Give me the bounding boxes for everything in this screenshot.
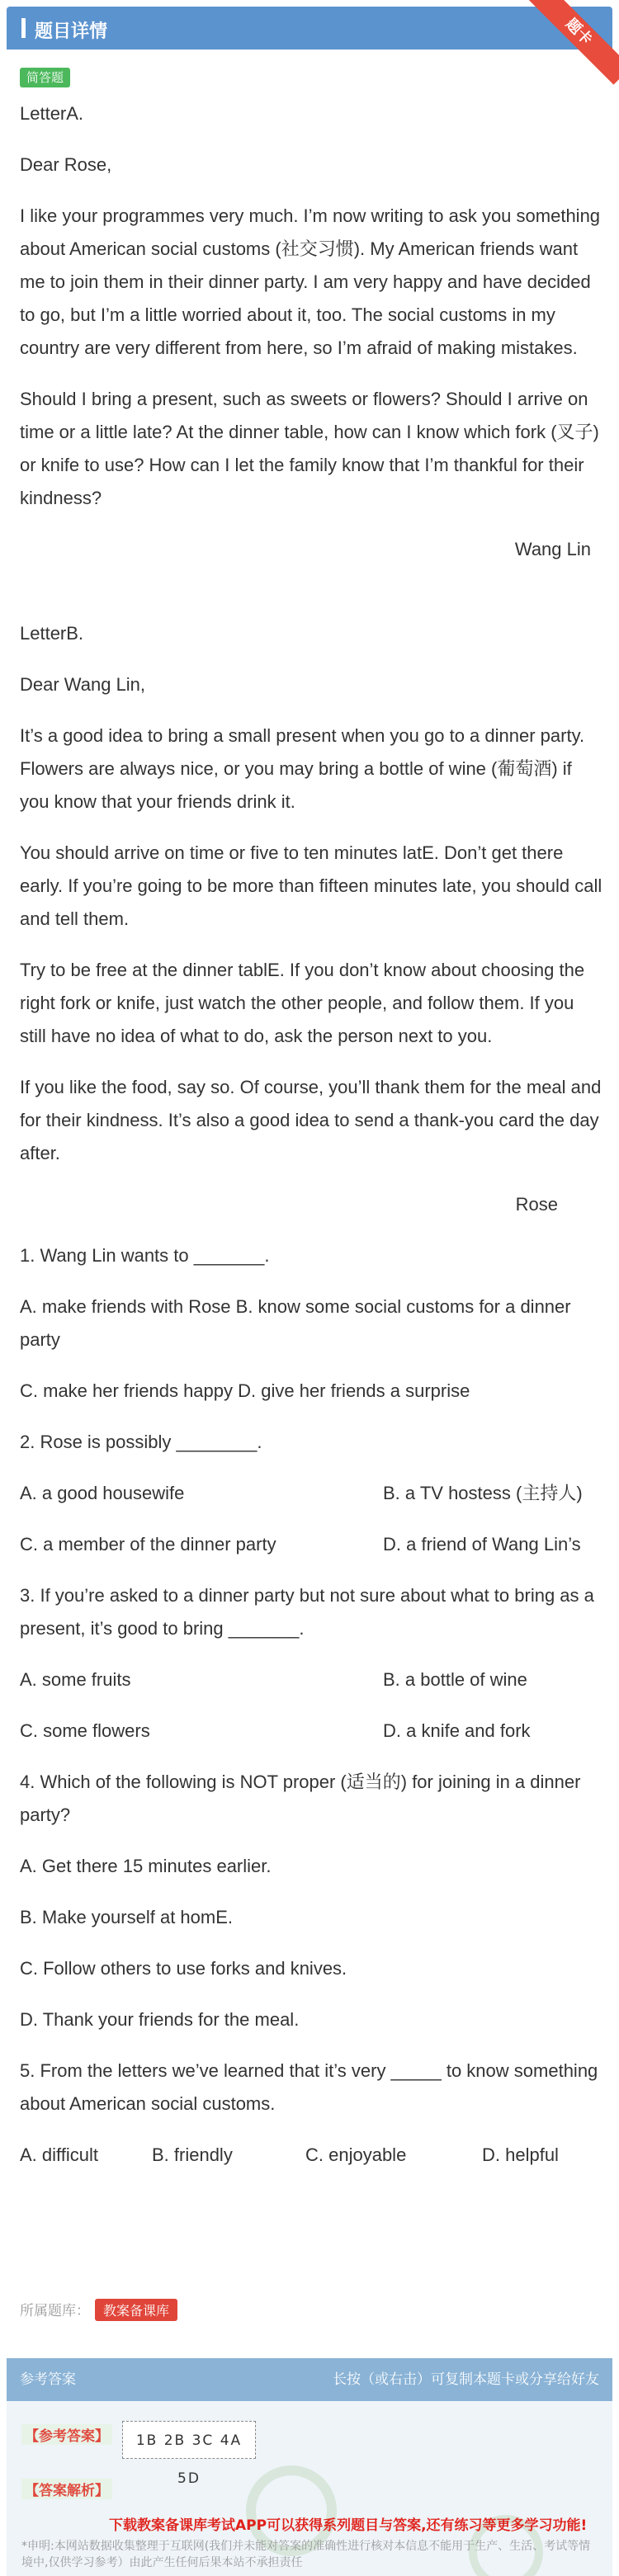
question-5-stem: 5. From the letters we’ve learned that it’s very _____ to know something about American social customs. (20, 2060, 598, 2114)
option: D. helpful (482, 2144, 559, 2165)
letter-b-paragraph: If you like the food, say so. Of course, you’ll thank them for the meal and for their kindness. It’s also a good idea to send a thank-you card the day after. (20, 1077, 602, 1163)
analysis-label: 【答案解析】 (21, 2479, 112, 2499)
option: D. a knife and fork (383, 1720, 531, 1741)
option: B. Make yourself at homE. (20, 1907, 233, 1927)
question-type-badge: 简答题 (20, 68, 70, 87)
page-title: 题目详情 (35, 21, 108, 42)
option: C. a member of the dinner party (20, 1534, 276, 1555)
question-1-options-ab: A. make friends with Rose B. know some social customs for a dinner party (20, 1296, 571, 1350)
corner-badge[interactable]: 题卡 (526, 0, 619, 85)
option: B. friendly (152, 2144, 233, 2165)
question-1-stem: 1. Wang Lin wants to _______. (20, 1245, 270, 1266)
question-2-options-cd (20, 1528, 602, 1561)
question-2-stem: 2. Rose is possibly ________. (20, 1432, 262, 1452)
letter-b-paragraph: Try to be free at the dinner tablE. If you don’t know about choosing the right fork or knife, just watch the other people, and follow them. If you still have no idea of what to do, ask the person next to you. (20, 960, 585, 1046)
option: C. Follow others to use forks and knives. (20, 1958, 347, 1979)
letter-b-heading: LetterB. (20, 623, 84, 644)
question-bank-source (20, 2299, 177, 2321)
question-2-options-ab (20, 1477, 602, 1510)
letter-b-greeting: Dear Wang Lin, (20, 674, 146, 695)
letter-b-signature: Rose (515, 1194, 558, 1215)
option: A. Get there 15 minutes earlier. (20, 1856, 272, 1876)
letter-a-signature: Wang Lin (514, 539, 591, 559)
question-3-options-ab (20, 1663, 602, 1696)
answer-panel-hint: 长按（或右击）可复制本题卡或分享给好友 (333, 2371, 599, 2388)
answer-panel-title: 参考答案 (20, 2371, 76, 2388)
source-label: 所属题库： (20, 2303, 90, 2319)
letter-a-paragraph: I like your programmes very much. I’m now writing to ask you something about American social customs (社交习惯). My American friends want me to join them in their dinner party. I am very happy and have decided to go, but I’m a little worried about it, too. The social customs in my country are very different from here, so I’m afraid of making mistakes. (20, 205, 601, 358)
question-3-stem: 3. If you’re asked to a dinner party but not sure about what to bring as a present, it’s good to bring _______. (20, 1585, 594, 1639)
option: B. a TV hostess (主持人) (383, 1483, 583, 1503)
question-content (20, 97, 602, 2190)
option: A. some fruits (20, 1669, 131, 1690)
question-1-options-cd: C. make her friends happy D. give her friends a surprise (20, 1380, 470, 1401)
letter-a-paragraph: Should I bring a present, such as sweets or flowers? Should I arrive on time or a little late? At the dinner table, how can I know which fork (叉子) or knife to use? How can I let the family know that I’m thankful for their kindness? (20, 389, 599, 508)
question-3-options-cd (20, 1715, 602, 1748)
title-bar (7, 7, 612, 50)
answer-value[interactable]: 1B 2B 3C 4A 5D (122, 2421, 256, 2459)
option: B. a bottle of wine (383, 1669, 527, 1690)
source-tag[interactable]: 教案备课库 (95, 2299, 177, 2321)
question-5-options (20, 2139, 602, 2172)
title-accent-bar (21, 18, 26, 38)
letter-a-greeting: Dear Rose, (20, 154, 112, 175)
answer-label: 【参考答案】 (21, 2424, 112, 2445)
letter-a-heading: LetterA. (20, 103, 84, 124)
option: A. a good housewife (20, 1483, 185, 1503)
option: C. some flowers (20, 1720, 150, 1741)
disclaimer-text: *申明:本网站数据收集整理于互联网(我们并未能对答案的准确性进行核对本信息不能用于生产、生活、考试等情境中,仅供学习参考）由此产生任何后果本站不承担责任 (21, 2540, 591, 2569)
answer-panel (7, 2358, 612, 2576)
option: D. Thank your friends for the meal. (20, 2009, 300, 2030)
question-4-stem: 4. Which of the following is NOT proper (适当的) for joining in a dinner party? (20, 1772, 581, 1825)
download-app-promo[interactable]: 下载教案备课库考试APP可以获得系列题目与答案,还有练习等更多学习功能! (109, 2517, 588, 2534)
letter-b-paragraph: You should arrive on time or five to ten minutes latE. Don’t get there early. If you’re going to be more than fifteen minutes late, you should call and tell them. (20, 842, 602, 929)
option: D. a friend of Wang Lin’s (383, 1534, 581, 1555)
letter-b-paragraph: It’s a good idea to bring a small present when you go to a dinner party. Flowers are always nice, or you may bring a bottle of wine (葡萄酒) if you know that your friends drink it. (20, 725, 585, 812)
option: C. enjoyable (305, 2144, 407, 2165)
answer-panel-header (7, 2358, 612, 2401)
option: A. difficult (20, 2144, 98, 2165)
